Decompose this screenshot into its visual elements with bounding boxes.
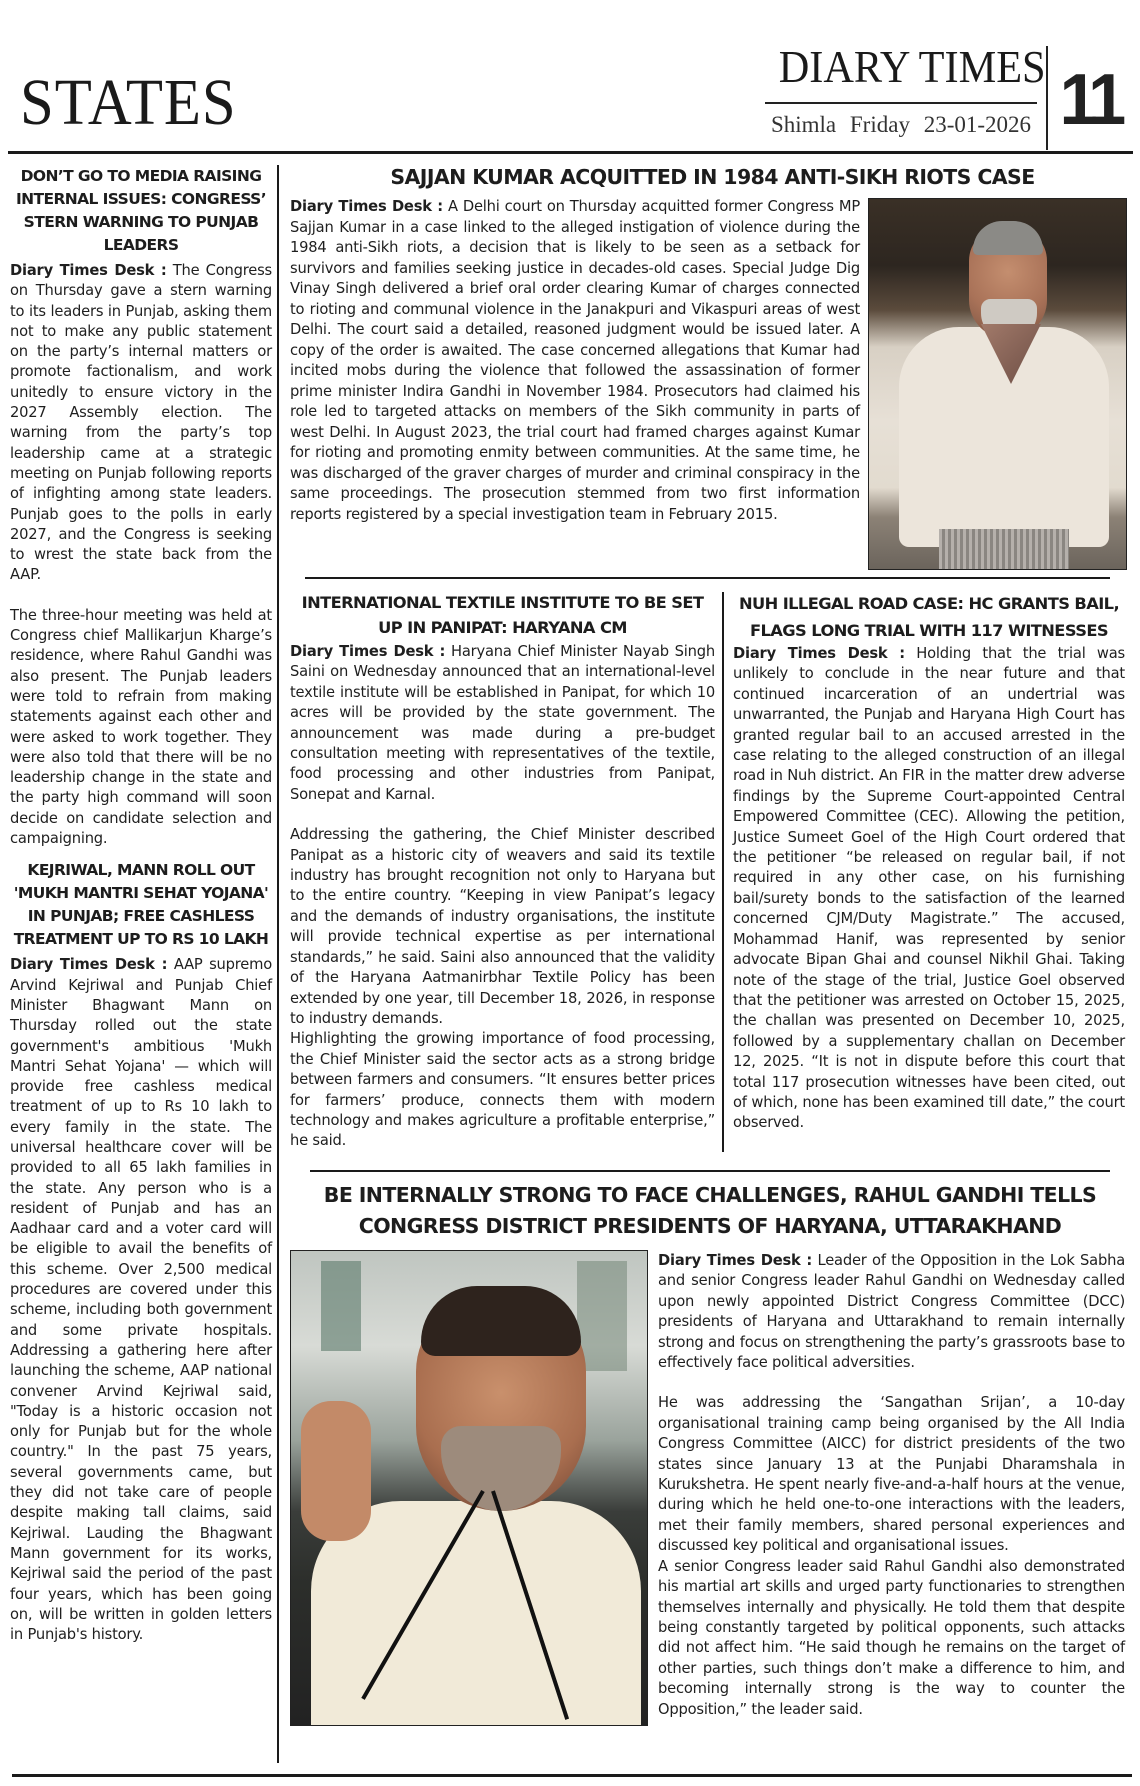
dateline: Shimla Friday 23-01-2026	[770, 112, 1032, 137]
header-rule	[8, 151, 1133, 154]
article-textile-institute	[290, 590, 715, 1152]
article-headline: INTERNATIONAL TEXTILE INSTITUTE TO BE SET UP IN PANIPAT: HARYANA CM	[301, 593, 704, 637]
footer-rule	[12, 1774, 1132, 1777]
section-separator	[310, 1170, 1110, 1172]
paragraph: Haryana Chief Minister Nayab Singh Saini on Wednesday announced that an international-level textile institute will be established in Panipat, for which 10 acres will be provided by the state government. The announcement was made during a pre-budget consultation meeting with representatives of the textile, food processing and other industries from Panipat, Sonepat and Karnal.	[290, 643, 716, 803]
byline: Diary Times Desk :	[10, 262, 167, 279]
article-body	[733, 644, 1125, 1134]
page-number: 11	[1059, 60, 1121, 140]
main-headline: SAJJAN KUMAR ACQUITTED IN 1984 ANTI-SIKH RIOTS CASE	[390, 165, 1035, 189]
masthead-title: DIARY TIMES	[778, 41, 1046, 92]
byline: Diary Times Desk :	[290, 643, 446, 660]
sajjan-kumar-photo	[868, 198, 1127, 570]
paragraph: He was addressing the ‘Sangathan Srijan’, a 10-day organisational training camp being organised by the All India Congress Committee (AICC) for district presidents of the two states since January 13 at the Punjabi Dharamshala in Kurukshetra. He spent nearly five-and-a-half hours at the venue, during which he held one-to-one interactions with the leaders, met their family members, shared personal experiences and discussed key political and organisational issues.	[658, 1394, 1125, 1555]
paragraph: A Delhi court on Thursday acquitted former Congress MP Sajjan Kumar in a case linked to the alleged instigation of violence during the 1984 anti-Sikh riots, a decision that is likely to be seen as a setback for survivors and families seeking justice in decades-old cases. Special Judge Dig Vinay Singh delivered a brief oral order clearing Kumar of charges connected to rioting and communal violence in the Janakpuri and Vikaspuri areas of west Delhi. The court said a detailed, reasoned judgment would be issued later. A copy of the order is awaited. The case concerned allegations that Kumar had incited mobs during the violence that followed the assassination of former prime minister Indira Gandhi in November 1984. Prosecutors had claimed his role led to targeted attacks on members of the Sikh community in parts of west Delhi. In August 2023, the trial court had framed charges against Kumar for rioting and promoting enmity between communities. At the same time, he was discharged of the graver charges of murder and criminal conspiracy in the same proceedings. The prosecution stemmed from two first information reports registered by a special investigation team in February 2015.	[290, 198, 861, 523]
article-body	[290, 642, 715, 1152]
paragraph: A senior Congress leader said Rahul Gandhi also demonstrated his martial art skills and urged party functionaries to strengthen themselves internally and physically. He told them that despite being constantly targeted by political opponents, such attacks did not affect him. “He said though he remains on the target of other parties, such things don’t make a difference to him, and becoming internally strong is the way to counter the Opposition,” the leader said.	[658, 1557, 1125, 1718]
paragraph: Addressing the gathering, the Chief Minister described Panipat as a historic city of weavers and said its textile industry has brought recognition not only to Haryana but to the entire country. “Keeping in view Panipat’s legacy and the demands of industry organisations, the institute will provide technical expertise as per international standards,” he said. Saini also announced that the validity of the Haryana Aatmanirbhar Textile Policy has been extended by one year, till December 18, 2026, in response to industry demands.	[290, 826, 715, 1027]
section-separator	[305, 577, 1110, 579]
byline: Diary Times Desk :	[290, 198, 443, 215]
article-headline: DON’T GO TO MEDIA RAISING INTERNAL ISSUES: CONGRESS’ STERN WARNING TO PUNJAB LEADERS	[15, 167, 267, 254]
article-body	[10, 955, 272, 1645]
left-column	[10, 165, 272, 1645]
article-headline: BE INTERNALLY STRONG TO FACE CHALLENGES, RAHUL GANDHI TELLS CONGRESS DISTRICT PRESIDENTS OF HARYANA, UTTARAKHAND	[323, 1183, 1097, 1238]
byline: Diary Times Desk :	[10, 956, 168, 974]
column-divider	[277, 165, 279, 1763]
rahul-gandhi-photo	[290, 1250, 648, 1726]
article-body	[10, 261, 272, 849]
article-nuh-road	[733, 590, 1125, 1134]
article-congress-punjab	[10, 165, 272, 849]
masthead-divider	[1046, 46, 1048, 150]
article-sehat-yojana	[10, 859, 272, 1645]
article-headline: NUH ILLEGAL ROAD CASE: HC GRANTS BAIL, FLAGS LONG TRIAL WITH 117 WITNESSES	[738, 594, 1120, 640]
byline: Diary Times Desk :	[658, 1252, 813, 1269]
paragraph: Leader of the Opposition in the Lok Sabha and senior Congress leader Rahul Gandhi on Wednesday called upon newly appointed District Congress Committee (DCC) presidents of Haryana and Uttarakhand to remain internally strong and focus on strengthening the party’s grassroots base to effectively face political adversities.	[658, 1252, 1126, 1372]
paragraph: The Congress on Thursday gave a stern warning to its leaders in Punjab, asking them not to make any public statement on the party’s internal matters or promote factionalism, and work unitedly to ensure victory in the 2027 Assembly election. The warning from the party’s top leadership came at a strategic meeting on Punjab following reports of infighting among state leaders. Punjab goes to the polls in early 2027, and the Congress is seeking to wrest the state back from the AAP.	[10, 262, 273, 584]
paragraph: AAP supremo Arvind Kejriwal and Punjab Chief Minister Bhagwant Mann on Thursday rolled out the state government's ambitious 'Mukh Mantri Sehat Yojana' — which will provide free cashless medical treatment of up to Rs 10 lakh to every family in the state. The universal healthcare cover will be provided to all 65 lakh families in the state. Any person who is a resident of Punjab and has an Aadhaar card and a voter card will be eligible to avail the benefits of this scheme. Over 2,500 medical procedures are covered under this scheme, including both government and some private hospitals. Addressing a gathering here after launching the scheme, AAP national convener Arvind Kejriwal said, "Today is a historic occasion not only for Punjab but for the whole country." In the past 75 years, several governments came, but they did not take care of people despite making tall claims, said Kejriwal. Lauding the Bhagwant Mann government for its works, Kejriwal said the period of the past four years, which has been going on, will be written in golden letters in Punjab's history.	[10, 956, 272, 1644]
article-rahul-gandhi-body	[658, 1251, 1125, 1720]
paragraph: Holding that the trial was unlikely to conclude in the near future and that continued incarceration of an undertrial was unwarranted, the Punjab and Haryana High Court has granted regular bail to an accused arrested in the case relating to the alleged construction of an illegal road in Nuh district. An FIR in the matter drew adverse findings by the Supreme Court-appointed Central Empowered Committee (CEC). Allowing the petition, Justice Sumeet Goel of the High Court ordered that the petitioner “be released on regular bail, if not required in any other case, on his furnishing bail/surety bonds to the satisfaction of the learned concerned CJM/Duty Magistrate.” The accused, Mohammad Hanif, was represented by senior advocate Bipan Ghai and counsel Nikhil Ghai. Taking note of the stage of the trial, Justice Goel observed that the petitioner was arrested on October 15, 2025, the challan was presented on December 10, 2025, followed by a supplementary challan on December 12, 2025. “It is not in dispute before this court that total 117 prosecution witnesses have been cited, out of which, none has been examined till date,” the court observed.	[733, 645, 1125, 1132]
paragraph: Highlighting the growing importance of food processing, the Chief Minister said the sector acts as a strong bridge between farmers and consumers. “It ensures better prices for farmers’ produce, connects them with modern technology and makes agriculture a profitable enterprise,” he said.	[290, 1030, 715, 1150]
section-title: STATES	[20, 66, 237, 139]
article-sajjan-kumar-body	[290, 197, 860, 525]
article-headline: KEJRIWAL, MANN ROLL OUT 'MUKH MANTRI SEHAT YOJANA' IN PUNJAB; FREE CASHLESS TREATMENT UP TO RS 10 LAKH	[13, 861, 269, 949]
masthead-rule	[765, 102, 1037, 104]
paragraph: The three-hour meeting was held at Congress chief Mallikarjun Kharge’s residence, where Rahul Gandhi was also present. The Punjab leaders were told to refrain from making statements against each other and were asked to work together. They were also told that there will be no leadership change in the state and the party high command will soon decide on candidate selection and campaigning.	[10, 606, 272, 848]
column-divider	[722, 592, 724, 1152]
byline: Diary Times Desk :	[733, 645, 905, 662]
